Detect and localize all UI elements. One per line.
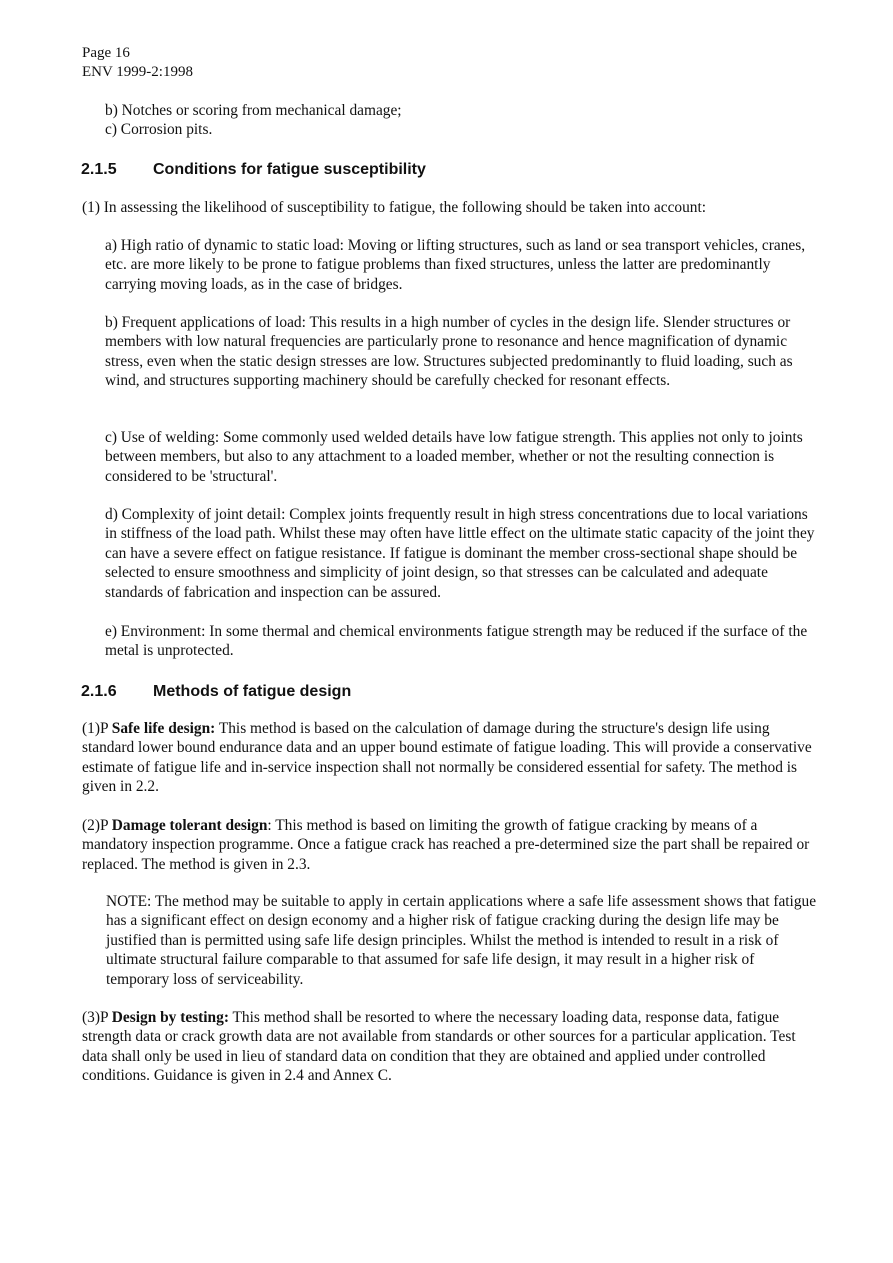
section-heading-2-1-5	[81, 160, 426, 180]
list-item-notches: b) Notches or scoring from mechanical damage;	[105, 102, 402, 119]
paragraph-design-by-testing: (3)P Design by testing: This method shall be resorted to where the necessary loading data, response data, fatigue strength data or crack growth data are not available from standards or other sources for a particular application. Test data shall only be used in lieu of standard data on condition that they are obtained and applied under controlled conditions. Guidance is given in 2.4 and Annex C.	[82, 1009, 796, 1085]
term-safe-life-design: Safe life design:	[111, 720, 216, 737]
list-item-b: b) Frequent applications of load: This results in a high number of cycles in the design life. Slender structures or members with low natural frequencies are particularly prone to resonance and hence magnification of dynamic stress, even when the static design stresses are low. Structures subjected predominantly to fluid loading, such as wind, and structures supporting machinery should be carefully checked for resonant effects.	[105, 314, 793, 390]
page-header	[82, 44, 193, 82]
section-heading-2-1-6	[81, 682, 351, 702]
term-damage-tolerant-design: Damage tolerant design	[111, 817, 268, 834]
section-number: 2.1.5	[81, 161, 117, 178]
note-paragraph: NOTE: The method may be suitable to apply in certain applications where a safe life assessment shows that fatigue has a significant effect on design economy and a higher risk of fatigue cracking during the design life may be justified than is permitted using safe life design principles. Whilst the method is intended to result in a risk of ultimate structural failure comparable to that assumed for safe life design, it may result in a higher risk of temporary loss of serviceability.	[106, 893, 817, 988]
paragraph-safe-life: (1)P Safe life design: This method is based on the calculation of damage during the structure's design life using standard lower bound endurance data and an upper bound estimate of fatigue loading. This will provide a conservative estimate of fatigue life and in-service inspection shall not normally be considered essential for safety. The method is given in 2.2.	[82, 720, 812, 796]
list-item-d: d) Complexity of joint detail: Complex joints frequently result in high stress concentrations due to local variations in stiffness of the load path. Whilst these may often have little effect on the ultimate static capacity of the joint they can have a severe effect on fatigue resistance. If fatigue is dominant the member cross-sectional shape should be selected to ensure smoothness and simplicity of joint design, so that stresses can be calculated and adequate standards of fabrication and inspection can be assured.	[105, 506, 815, 601]
section-title: Methods of fatigue design	[153, 683, 352, 700]
section-number: 2.1.6	[81, 683, 117, 700]
list-item-e: e) Environment: In some thermal and chemical environments fatigue strength may be reduced if the surface of the metal is unprotected.	[105, 623, 808, 660]
list-item-c: c) Use of welding: Some commonly used welded details have low fatigue strength. This applies not only to joints between members, but also to any attachment to a loaded member, whether or not the resulting connection is considered to be 'structural'.	[105, 429, 803, 485]
section-title: Conditions for fatigue susceptibility	[153, 161, 426, 178]
list-item-a: a) High ratio of dynamic to static load: Moving or lifting structures, such as land or sea transport vehicles, cranes, etc. are more likely to be prone to fatigue problems than fixed structures, unless the latter are predominantly carrying moving loads, as in the case of bridges.	[105, 237, 806, 293]
term-design-by-testing: Design by testing:	[111, 1009, 229, 1026]
intro-list	[105, 101, 805, 140]
paragraph-damage-tolerant: (2)P Damage tolerant design: This method is based on limiting the growth of fatigue cracking by means of a mandatory inspection programme. Once a fatigue crack has reached a pre-determined size the part shall be repaired or replaced. The method is given in 2.3.	[82, 817, 810, 873]
document-code: ENV 1999-2:1998	[82, 64, 193, 80]
page-number: Page 16	[82, 45, 130, 61]
paragraph-1-lead: (1) In assessing the likelihood of susceptibility to fatigue, the following should be taken into account:	[82, 199, 707, 216]
list-item-corrosion: c) Corrosion pits.	[105, 121, 213, 139]
